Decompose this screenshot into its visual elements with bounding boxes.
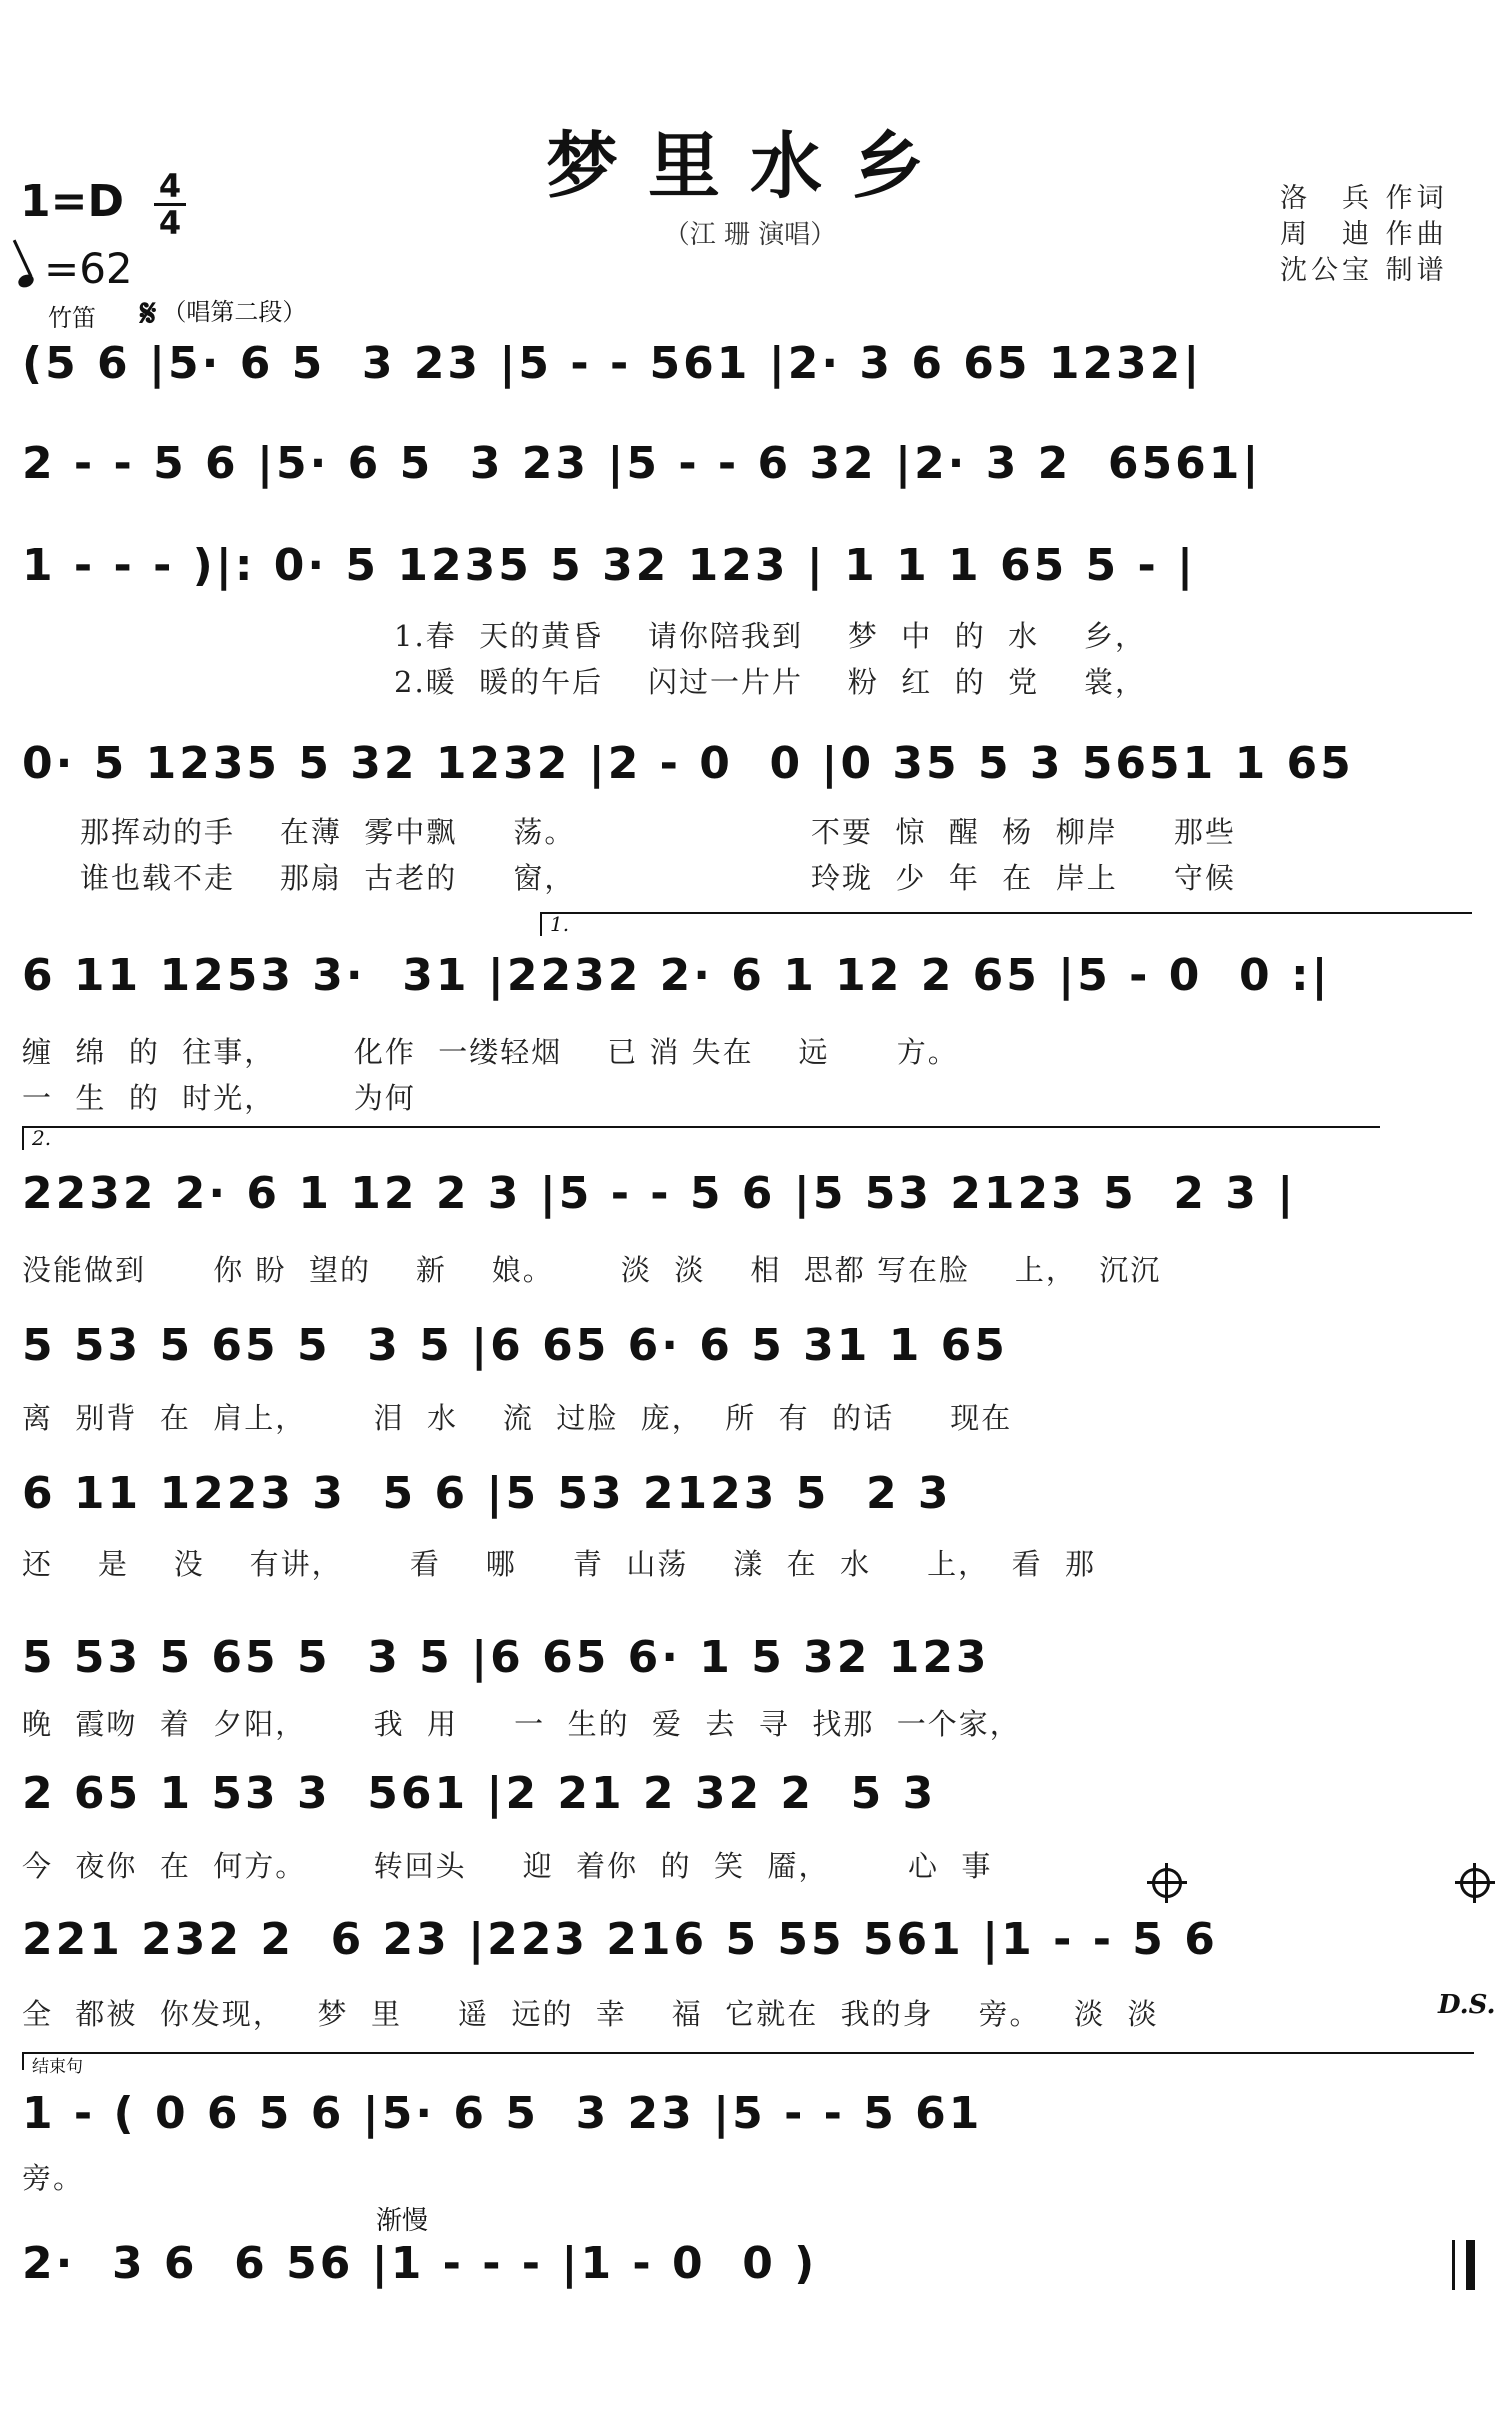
lyrics-line-6: 没能做到 你 盼 望的 新 娘。 淡 淡 相 思都 写在脸 上， 沉沉 [22, 1253, 1162, 1287]
notation-line-8: 6 11 1223 3 5 6 |5 53 2123 5 2 3 [22, 1468, 952, 1519]
key-signature: 1=D [20, 176, 125, 227]
notation-line-10: 2 65 1 53 3 561 |2 21 2 32 2 5 3 [22, 1768, 937, 1819]
segno-label: （唱第二段） [162, 298, 307, 326]
time-signature [150, 167, 190, 242]
segno-marking [140, 290, 306, 336]
notation-line-3: 1 - - - )|: 0· 5 1235 5 32 123 | 1 1 1 65 5 - | [22, 540, 1197, 591]
lyrics-line-10: 今 夜你 在 何方。 转回头 迎 着你 的 笑 靥， 心 事 [22, 1849, 993, 1883]
notation-line-5: 6 11 1253 3· 31 |2232 2· 6 1 12 2 65 |5 - 0 0 :| [22, 950, 1331, 1001]
notation-line-12: 1 - ( 0 6 5 6 |5· 6 5 3 23 |5 - - 5 61 [22, 2088, 983, 2139]
notation-line-1: (5 6 |5· 6 5 3 23 |5 - - 561 |2· 3 6 65 1232| [22, 338, 1203, 389]
song-title: 梦里水乡 [545, 124, 954, 208]
segno-icon: 𝄋 [140, 290, 157, 335]
notation-line-7: 5 53 5 65 5 3 5 |6 65 6· 6 5 31 1 65 [22, 1320, 1008, 1371]
lyrics-line-3a: 1.春 天的黄昏 请你陪我到 梦 中 的 水 乡， [394, 619, 1147, 653]
final-barline-thin [1452, 2240, 1455, 2290]
time-numerator: 4 [158, 167, 182, 205]
dal-segno-marking: D.S. [1438, 1990, 1496, 2020]
lyrics-line-4b: 谁也载不走 那扇 古老的 窗， 玲珑 少 年 在 岸上 守候 [80, 861, 1236, 895]
notation-line-9: 5 53 5 65 5 3 5 |6 65 6· 1 5 32 123 [22, 1632, 990, 1683]
lyrics-line-5a: 缠 绵 的 往事， 化作 一缕轻烟 已 消 失在 远 方。 [22, 1035, 959, 1069]
arranger-credit: 沈公宝 制谱 [1280, 255, 1448, 286]
lyrics-line-11: 全 都被 你发现， 梦 里 遥 远的 幸 福 它就在 我的身 旁。 淡 淡 [22, 1997, 1159, 2031]
lyrics-line-3b: 2.暖 暖的午后 闪过一片片 粉 红 的 党 裳， [394, 665, 1147, 699]
coda-bracket [22, 2052, 1474, 2077]
lyrics-line-8: 还 是 没 有讲， 看 哪 青 山荡 漾 在 水 上， 看 那 [22, 1547, 1097, 1581]
final-barline [1466, 2240, 1475, 2290]
song-subtitle: （江 珊 演唱） [663, 220, 837, 250]
notation-line-11: 221 232 2 6 23 |223 216 5 55 561 |1 - - 5 6 [22, 1914, 1218, 1965]
volta-1-label: 1. [550, 912, 570, 936]
lyrics-line-4a: 那挥动的手 在薄 雾中飘 荡。 不要 惊 醒 杨 柳岸 那些 [80, 815, 1236, 849]
coda-icon [1152, 1868, 1182, 1898]
instrument-label: 竹笛 [48, 304, 96, 332]
time-denominator: 4 [158, 204, 182, 242]
volta-2-label: 2. [32, 1126, 52, 1150]
coda-label: 结束句 [32, 2057, 83, 2077]
coda-icon [1460, 1868, 1490, 1898]
lyrics-line-9: 晚 霞吻 着 夕阳， 我 用 一 生的 爱 去 寻 找那 一个家， [22, 1707, 1021, 1741]
lyricist-credit: 洛 兵 作词 [1280, 183, 1448, 214]
notation-line-6: 2232 2· 6 1 12 2 3 |5 - - 5 6 |5 53 2123 5 2 3 | [22, 1168, 1297, 1219]
lyrics-line-7: 离 别背 在 肩上， 泪 水 流 过脸 庞， 所 有 的话 现在 [22, 1401, 1013, 1435]
ritardando-marking: 渐慢 [376, 2206, 429, 2236]
tempo-value: =62 [44, 244, 133, 293]
notation-line-13: 2· 3 6 6 56 |1 - - - |1 - 0 0 ) [22, 2238, 818, 2289]
lyrics-line-5b: 一 生 的 时光， 为何 [22, 1081, 416, 1115]
lyrics-line-12: 旁。 [22, 2161, 85, 2195]
quarter-note-icon [16, 272, 36, 290]
tempo-marking [18, 244, 133, 293]
volta-1-bracket [540, 912, 1472, 936]
volta-2-bracket [22, 1126, 1380, 1150]
notation-line-4: 0· 5 1235 5 32 1232 |2 - 0 0 |0 35 5 3 5651 1 65 [22, 738, 1354, 789]
notation-line-2: 2 - - 5 6 |5· 6 5 3 23 |5 - - 6 32 |2· 3 2 6561| [22, 438, 1262, 489]
composer-credit: 周 迪 作曲 [1280, 219, 1448, 250]
